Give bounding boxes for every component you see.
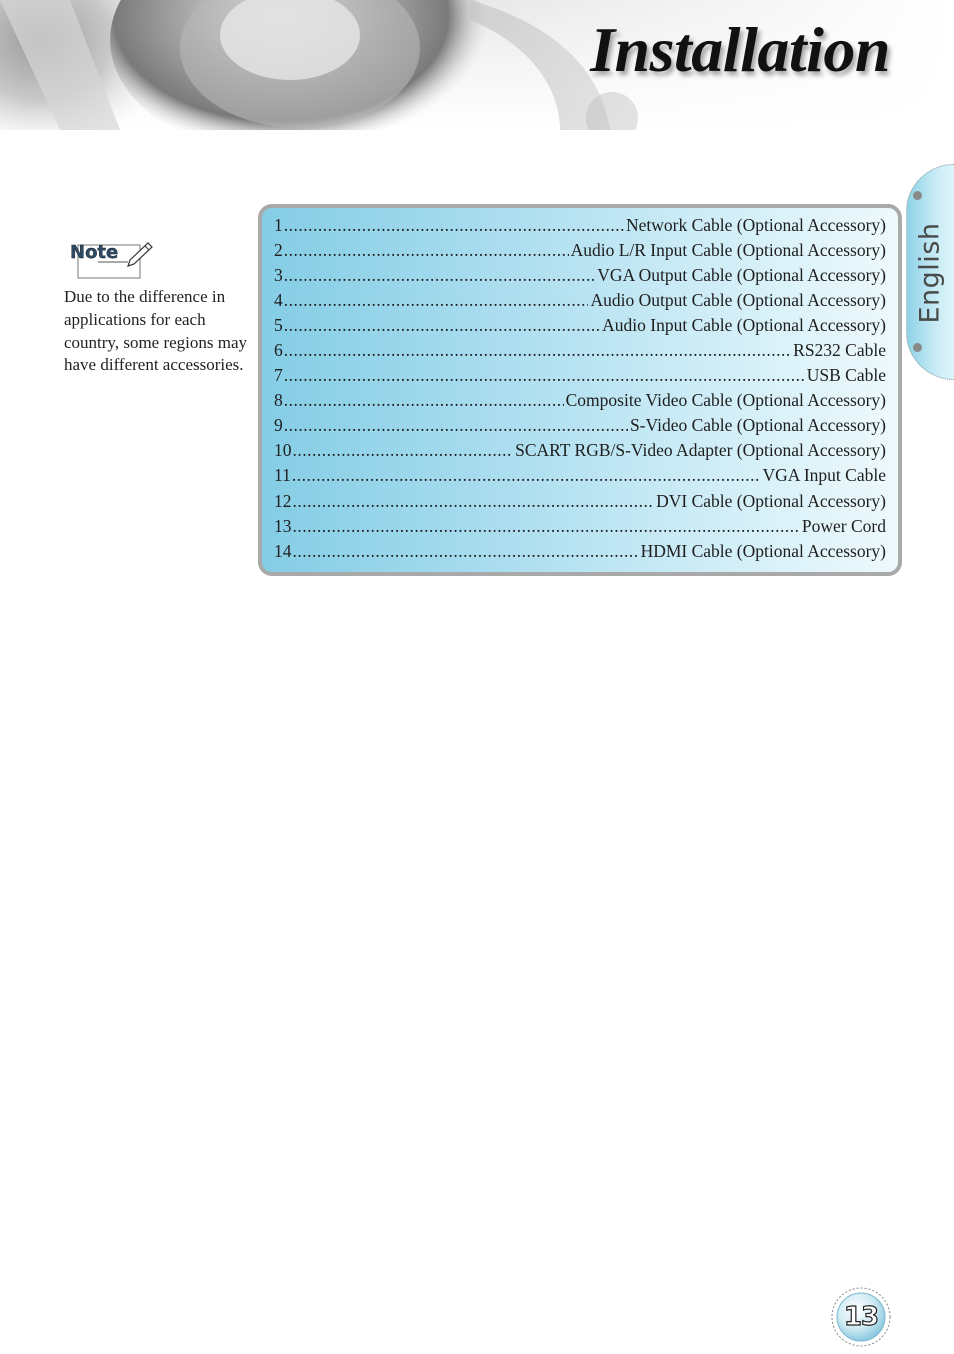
accessory-number: 11 bbox=[274, 465, 291, 486]
accessory-number: 1 bbox=[274, 215, 283, 235]
accessory-number: 13 bbox=[274, 515, 292, 536]
accessory-number: 6 bbox=[274, 340, 283, 361]
accessory-item bbox=[274, 415, 886, 440]
dot-leader bbox=[293, 440, 514, 461]
dot-leader bbox=[284, 315, 600, 336]
dot-leader bbox=[284, 290, 589, 311]
accessory-number: 9 bbox=[274, 415, 283, 436]
dot-leader bbox=[292, 465, 761, 486]
accessory-number: 14 bbox=[274, 540, 292, 561]
accessory-number: 2 bbox=[274, 240, 283, 261]
accessory-item bbox=[274, 491, 886, 516]
accessory-item bbox=[274, 516, 886, 541]
accessory-item bbox=[274, 265, 886, 290]
accessory-item bbox=[274, 215, 886, 240]
accessory-label: HDMI Cable (Optional Accessory) bbox=[640, 540, 886, 561]
accessory-item bbox=[274, 390, 886, 415]
accessory-number: 3 bbox=[274, 265, 283, 286]
accessory-item bbox=[274, 440, 886, 465]
dot-leader bbox=[284, 265, 596, 286]
accessory-number: 7 bbox=[274, 365, 283, 386]
accessory-item bbox=[274, 365, 886, 390]
accessory-label: Network Cable (Optional Accessory) bbox=[626, 215, 886, 235]
accessory-label: Power Cord bbox=[801, 515, 886, 536]
accessory-label: DVI Cable (Optional Accessory) bbox=[656, 490, 886, 511]
accessory-label: VGA Output Cable (Optional Accessory) bbox=[597, 265, 886, 286]
header-banner bbox=[0, 0, 954, 130]
dot-leader bbox=[284, 340, 791, 361]
dot-leader bbox=[284, 215, 624, 236]
dot-leader bbox=[284, 365, 805, 386]
accessory-number: 5 bbox=[274, 315, 283, 336]
note-icon bbox=[68, 236, 154, 280]
page-number: 13 bbox=[843, 1302, 879, 1332]
accessory-label: S-Video Cable (Optional Accessory) bbox=[629, 415, 886, 436]
accessory-label: Audio Input Cable (Optional Accessory) bbox=[602, 315, 886, 336]
language-label: English bbox=[914, 222, 946, 324]
accessory-number: 4 bbox=[274, 290, 283, 311]
note-text: Due to the difference in applications for each country, some regions may have different accessories. bbox=[64, 287, 248, 375]
accessory-list bbox=[274, 215, 886, 566]
note-icon-label: Note bbox=[70, 242, 119, 263]
accessory-item bbox=[274, 541, 886, 566]
dot-leader bbox=[293, 491, 655, 512]
tab-dot-icon bbox=[913, 343, 922, 352]
dot-leader bbox=[293, 516, 800, 537]
accessory-label: Composite Video Cable (Optional Accessory) bbox=[565, 390, 886, 411]
language-tab bbox=[906, 164, 954, 380]
accessory-label: VGA Input Cable bbox=[762, 465, 886, 486]
page-title: Installation bbox=[590, 14, 890, 85]
accessory-label: Audio L/R Input Cable (Optional Accessory) bbox=[570, 240, 886, 261]
accessory-label: USB Cable bbox=[806, 365, 886, 386]
accessory-number: 12 bbox=[274, 490, 292, 511]
accessory-number: 10 bbox=[274, 440, 292, 461]
accessory-list-panel bbox=[258, 204, 902, 576]
accessory-label: Audio Output Cable (Optional Accessory) bbox=[590, 290, 886, 311]
accessory-number: 8 bbox=[274, 390, 283, 411]
accessory-item bbox=[274, 465, 886, 490]
accessory-item bbox=[274, 290, 886, 315]
accessory-item bbox=[274, 240, 886, 265]
accessory-item bbox=[274, 340, 886, 365]
dot-leader bbox=[293, 541, 639, 562]
accessory-label: SCART RGB/S-Video Adapter (Optional Accessory) bbox=[515, 440, 886, 461]
tab-dot-icon bbox=[913, 191, 922, 200]
dot-leader bbox=[284, 415, 628, 436]
dot-leader bbox=[284, 240, 569, 261]
dot-leader bbox=[284, 390, 564, 411]
accessory-label: RS232 Cable bbox=[793, 340, 886, 361]
accessory-item bbox=[274, 315, 886, 340]
